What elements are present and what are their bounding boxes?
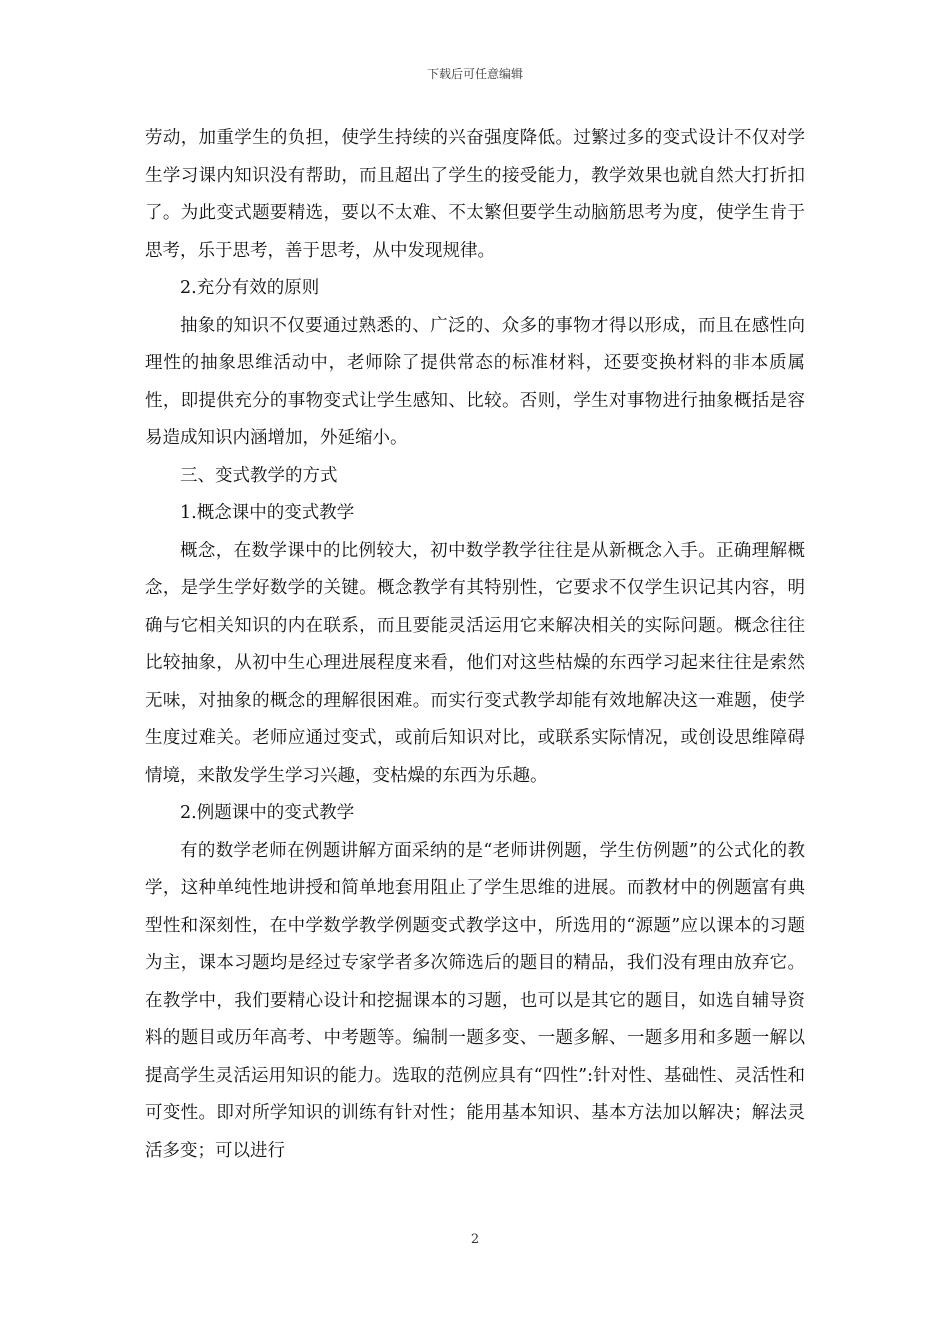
document-body (145, 120, 805, 1170)
section-heading: 2.充分有效的原则 (180, 278, 320, 298)
page-number: 2 (470, 1232, 480, 1247)
section-heading: 三、变式教学的方式 (180, 465, 338, 486)
paragraph: 抽象的知识不仅要通过熟悉的、广泛的、众多的事物才得以形成，而且在感性向理性的抽象思维活动中，老师除了提供常态的标准材料，还要变换材料的非本质属性，即提供充分的事物变式让学生感知、比较。否则，学生对事物进行抽象概括是容易造成知识内涵增加，外延缩小。 (145, 315, 805, 448)
paragraph: 劳动，加重学生的负担，使学生持续的兴奋强度降低。过繁过多的变式设计不仅对学生学习课内知识没有帮助，而且超出了学生的接受能力，教学效果也就自然大打折扣了。为此变式题要精选，要以不太难、不太繁但要学生动脑筋思考为度，使学生肯于思考，乐于思考，善于思考，从中发现规律。 (145, 128, 805, 261)
page-header: 下载后可任意编辑 (426, 67, 523, 81)
paragraph: 概念，在数学课中的比例较大，初中数学教学往往是从新概念入手。正确理解概念，是学生学好数学的关键。概念教学有其特别性，它要求不仅学生识记其内容，明确与它相关知识的内在联系，而且要能灵活运用它来解决相关的实际问题。概念往往比较抽象，从初中生心理进展程度来看，他们对这些枯燥的东西学习起来往往是索然无味，对抽象的概念的理解很困难。而实行变式教学却能有效地解决这一难题，使学生度过难关。老师应通过变式，或前后知识对比，或联系实际情况，或创设思维障碍情境，来散发学生学习兴趣，变枯燥的东西为乐趣。 (145, 540, 805, 786)
paragraph: 有的数学老师在例题讲解方面采纳的是“老师讲例题，学生仿例题”的公式化的教学，这种单纯性地讲授和简单地套用阻止了学生思维的进展。而教材中的例题富有典型性和深刻性，在中学数学教学例题变式教学这中，所选用的“源题”应以课本的习题为主，课本习题均是经过专家学者多次筛选后的题目的精品，我们没有理由放弃它。在教学中，我们要精心设计和挖掘课本的习题，也可以是其它的题目，如选自辅导资料的题目或历年高考、中考题等。编制一题多变、一题多解、一题多用和多题一解以提高学生灵活运用知识的能力。选取的范例应具有“四性”:针对性、基础性、灵活性和可变性。即对所学知识的训练有针对性；能用基本知识、基本方法加以解决；解法灵活多变；可以进行 (145, 840, 805, 1161)
section-heading: 1.概念课中的变式教学 (180, 503, 355, 523)
section-heading: 2.例题课中的变式教学 (180, 803, 355, 823)
